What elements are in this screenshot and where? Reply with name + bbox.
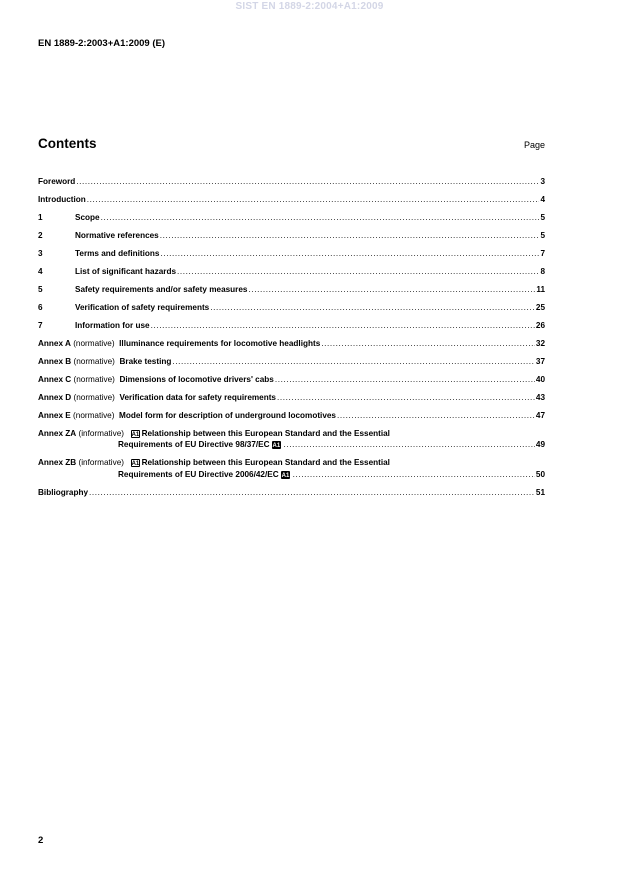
toc-clause-1[interactable] [38,212,545,224]
annex-label: Annex ZB [38,458,77,468]
toc-bibliography[interactable] [38,487,545,499]
toc-number: 4 [38,266,43,276]
dot-leader [151,320,535,332]
annex-type: (normative) [73,338,115,348]
toc-page: 51 [535,487,545,497]
amendment-end-marker-icon: A1 [272,443,281,450]
toc-page: 47 [535,410,545,420]
toc-annex-d[interactable] [38,392,545,404]
toc-title: Foreword [38,177,76,186]
toc-annex-za[interactable] [38,428,545,451]
page-number: 2 [38,835,44,846]
toc-page: 25 [535,302,545,312]
dot-leader [248,284,535,296]
amendment-end-marker-icon: A1 [281,472,290,479]
page-title: Contents [38,136,97,151]
annex-label: Annex A [38,338,71,348]
toc-clause-5[interactable] [38,284,545,296]
toc-title-line1: Relationship between this European Standard and the Essential [141,458,390,468]
dot-leader [87,194,540,206]
toc-page: 5 [540,212,545,222]
toc-annex-zb[interactable] [38,457,545,480]
toc-clause-4[interactable] [38,266,545,278]
toc-number: 6 [38,302,43,312]
dot-leader [337,410,535,422]
toc-page: 37 [535,356,545,366]
toc-clause-7[interactable] [38,320,545,332]
dot-leader [177,266,539,278]
dot-leader [275,374,535,386]
toc-annex-e[interactable] [38,410,545,422]
dot-leader [160,230,540,242]
dot-leader [321,338,535,350]
toc-foreword[interactable] [38,176,545,188]
toc-annex-a[interactable] [38,338,545,350]
annex-type: (normative) [73,356,115,366]
dot-leader [76,176,539,188]
toc-page: 26 [535,320,545,330]
toc-clause-2[interactable] [38,230,545,242]
toc-title: Information for use [75,320,150,330]
document-id: EN 1889-2:2003+A1:2009 (E) [38,38,166,49]
toc-page: 50 [535,469,545,479]
toc-title: Model form for description of underground locomotives [119,410,336,420]
dot-leader [210,302,535,314]
annex-label: Annex ZA [38,428,77,438]
annex-type: (informative) [78,458,124,468]
toc-annex-c[interactable] [38,374,545,386]
toc-number: 1 [38,212,43,222]
toc-title: List of significant hazards [75,266,176,276]
annex-type: (normative) [73,410,115,420]
annex-type: (normative) [73,392,115,402]
toc-page: 4 [540,194,545,204]
toc-title: Illuminance requirements for locomotive headlights [119,338,321,348]
toc-clause-6[interactable] [38,302,545,314]
amendment-start-marker-icon: A1 [131,431,140,438]
toc-number: 2 [38,230,43,240]
toc-page: 11 [536,284,545,294]
page-column-label: Page [523,140,545,150]
dot-leader [172,356,535,368]
annex-label: Annex B [38,356,72,366]
toc-title: Dimensions of locomotive drivers' cabs [119,374,274,384]
toc-title: Verification data for safety requirements [119,392,276,402]
toc-introduction[interactable] [38,194,545,206]
dot-leader [284,439,535,451]
toc-page: 5 [540,230,545,240]
annex-label: Annex D [38,392,72,402]
toc-title: Bibliography [38,487,89,497]
toc-title: Brake testing [119,356,172,366]
dot-leader [89,487,535,499]
toc-page: 49 [535,440,545,450]
amendment-start-marker-icon: A1 [131,461,140,468]
toc-page: 7 [540,248,545,258]
toc-page: 40 [535,374,545,384]
dot-leader [293,469,535,481]
dot-leader [101,212,540,224]
annex-label: Annex E [38,410,71,420]
toc-title-line1: Relationship between this European Standard and the Essential [141,428,390,438]
toc-number: 3 [38,248,43,258]
annex-type: (normative) [73,374,115,384]
toc-page: 43 [535,392,545,402]
toc-page: 8 [540,266,545,276]
dot-leader [277,392,535,404]
annex-label: Annex C [38,374,72,384]
toc-title: Safety requirements and/or safety measures [75,284,248,294]
watermark: SIST EN 1889-2:2004+A1:2009 [235,1,384,12]
table-of-contents [38,176,545,505]
toc-annex-b[interactable] [38,356,545,368]
dot-leader [160,248,539,260]
toc-title-line2: Requirements of EU Directive 2006/42/EC [118,469,279,479]
toc-number: 7 [38,320,43,330]
toc-page: 3 [540,177,545,186]
toc-title: Normative references [75,230,159,240]
toc-page: 32 [535,338,545,348]
toc-title-line2: Requirements of EU Directive 98/37/EC [118,440,270,450]
toc-title: Scope [75,212,100,222]
annex-type: (informative) [78,428,124,438]
toc-title: Introduction [38,194,86,204]
toc-title: Verification of safety requirements [75,302,210,312]
toc-number: 5 [38,284,43,294]
toc-clause-3[interactable] [38,248,545,260]
toc-title: Terms and definitions [75,248,160,258]
